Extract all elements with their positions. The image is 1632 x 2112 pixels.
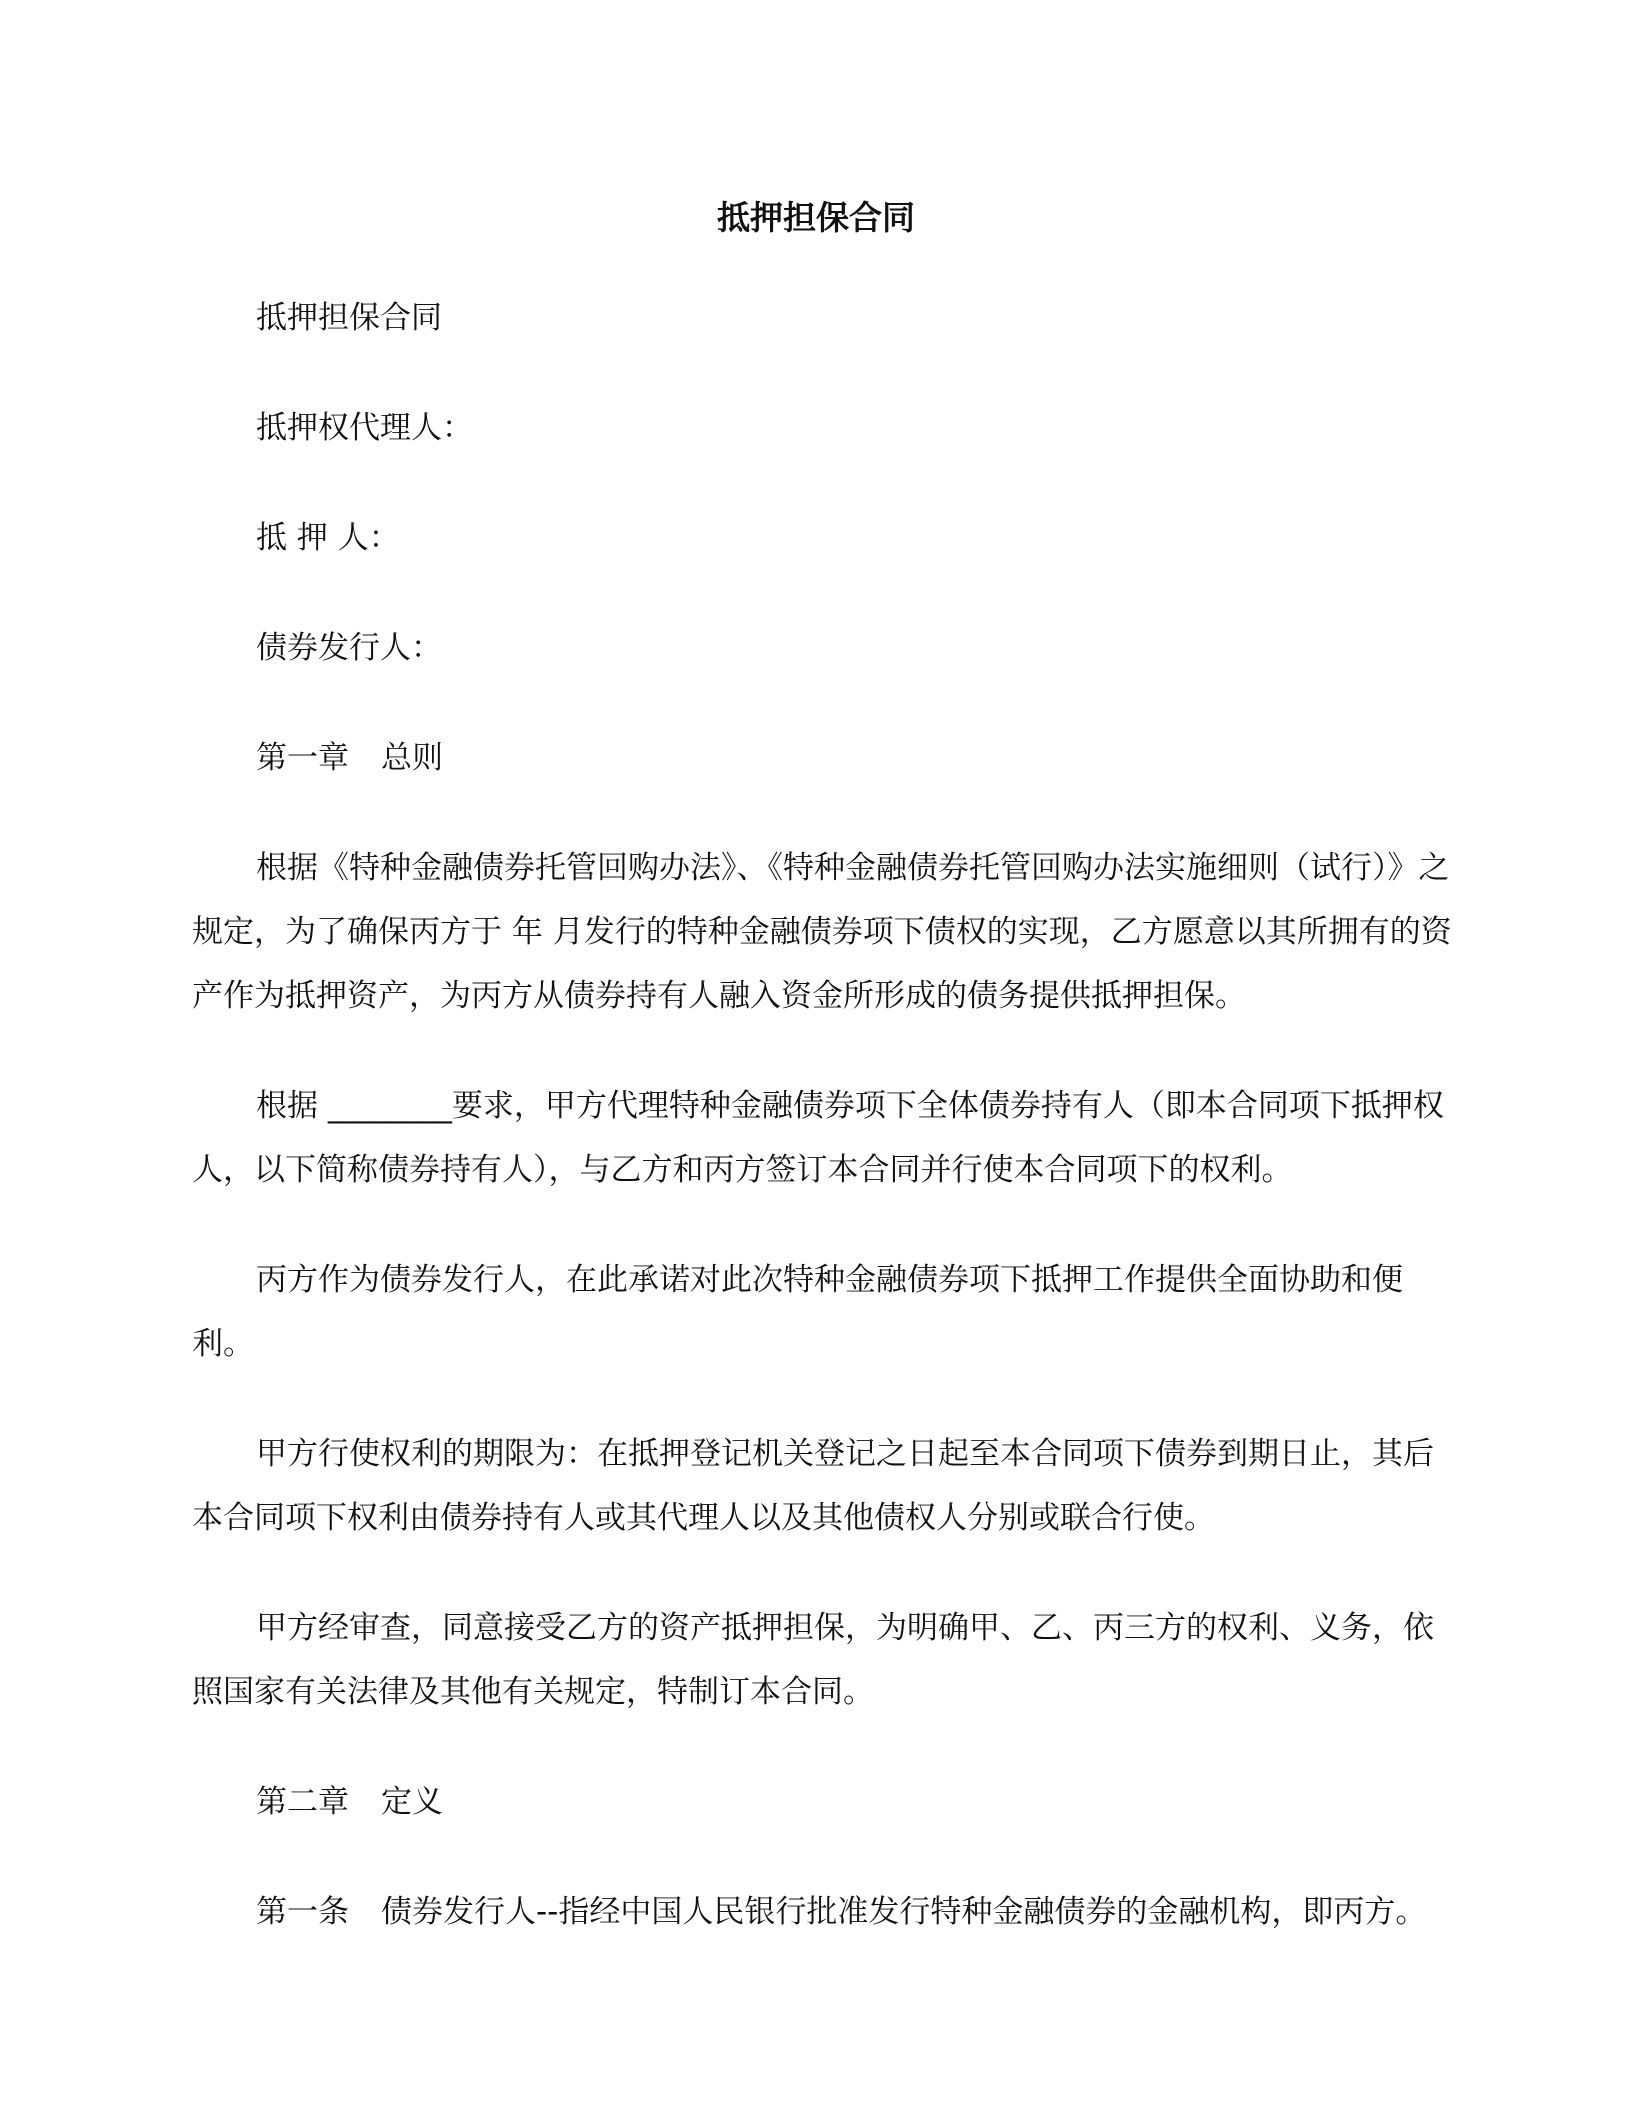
chapter-one-number: 第一章: [256, 740, 349, 776]
chapter-one-name: 总则: [381, 740, 443, 776]
mortgage-agent-line: 抵押权代理人：: [256, 410, 473, 446]
chapter-two-number: 第二章: [256, 1784, 349, 1820]
paragraph-issuer-commitment: 丙方作为债券发行人，在此承诺对此次特种金融债券项下抵押工作提供全面协助和便利。: [192, 1262, 1403, 1362]
paragraph-term: 甲方行使权利的期限为：在抵押登记机关登记之日起至本合同项下债券到期日止，其后本合同项下权利由债券持有人或其代理人以及其他债权人分别或联合行使。: [192, 1436, 1434, 1536]
document-title: 抵押担保合同: [717, 198, 915, 237]
document-body: [192, 286, 1452, 1990]
subtitle-line: 抵押担保合同: [256, 300, 442, 336]
chapter-two-heading: [192, 1770, 1452, 1834]
paragraph-legal-basis: 根据《特种金融债券托管回购办法》、《特种金融债券托管回购办法实施细则（试行）》之规定，为了确保丙方于 年 月发行的特种金融债券项下债权的实现，乙方愿意以其所拥有的资产作为抵押资产，为丙方从债券持有人融入资金所形成的债务提供抵押担保。: [192, 850, 1452, 1014]
paragraph-agency: 根据 ________要求，甲方代理特种金融债券项下全体债券持有人（即本合同项下抵押权人，以下简称债券持有人），与乙方和丙方签订本合同并行使本合同项下的权利。: [192, 1088, 1444, 1188]
article-one: [192, 1880, 1452, 1944]
article-one-text: 债券发行人--指经中国人民银行批准发行特种金融债券的金融机构，即丙方。: [381, 1894, 1427, 1930]
chapter-two-name: 定义: [381, 1784, 443, 1820]
bond-issuer-line: 债券发行人：: [256, 630, 442, 666]
chapter-one-heading: [192, 726, 1452, 790]
article-one-number: 第一条: [256, 1894, 349, 1930]
mortgagor-line: 抵 押 人：: [256, 520, 400, 556]
paragraph-acceptance: 甲方经审查，同意接受乙方的资产抵押担保，为明确甲、乙、丙三方的权利、义务，依照国家有关法律及其他有关规定，特制订本合同。: [192, 1610, 1434, 1710]
